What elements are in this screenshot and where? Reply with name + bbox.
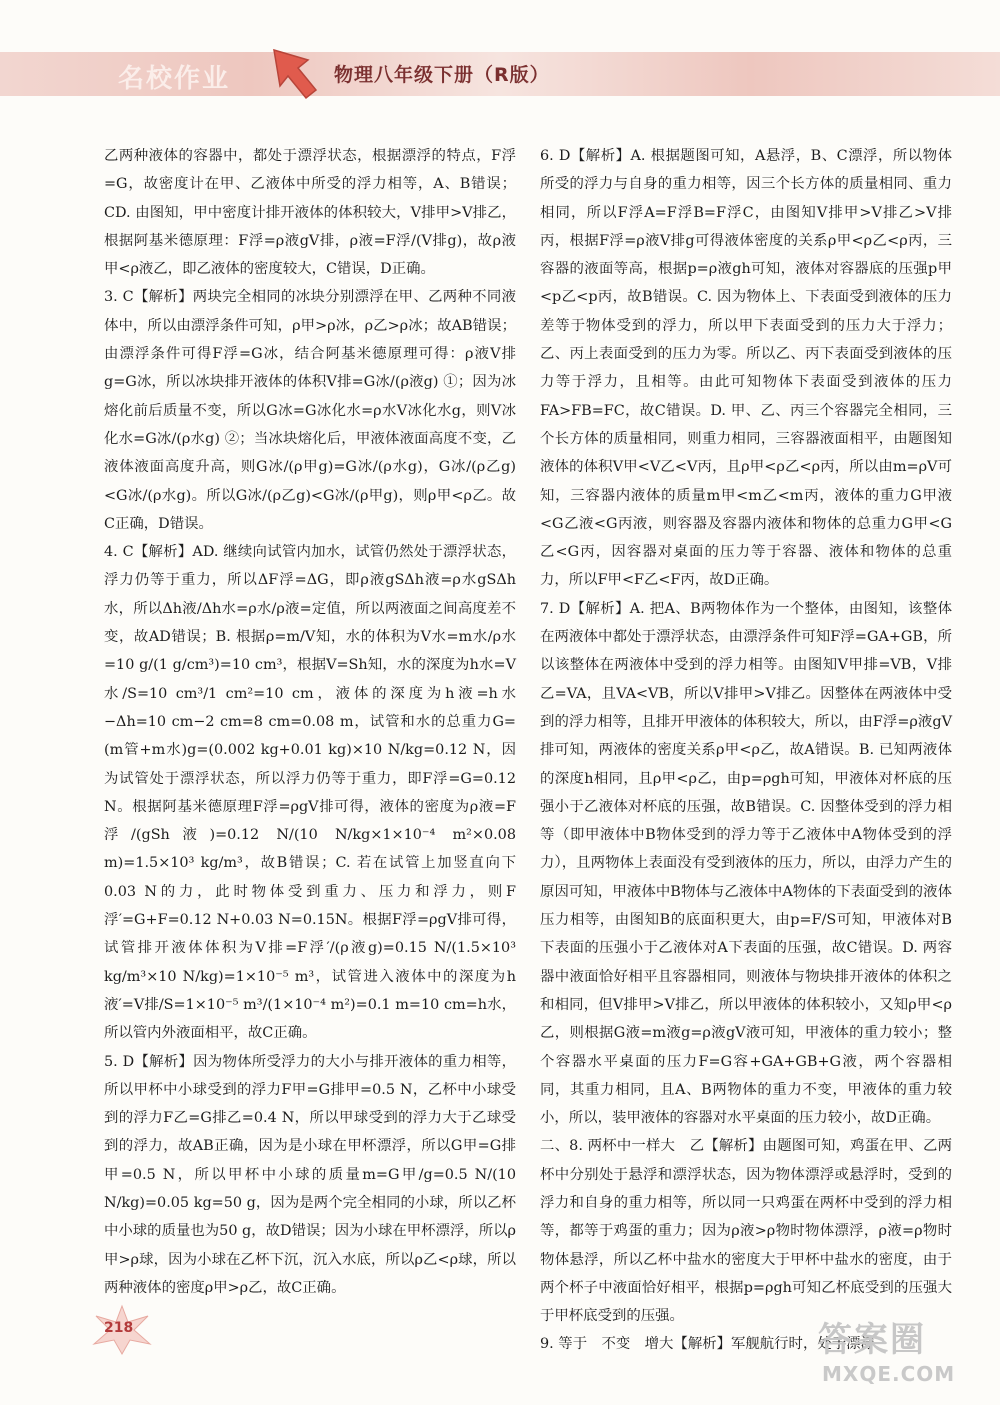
book-title: 物理八年级下册（R版） bbox=[334, 64, 550, 86]
watermark-url: MXQE.COM bbox=[822, 1362, 956, 1386]
right-paragraph: 二、8. 两杯中一样大 乙【解析】由题图可知，鸡蛋在甲、乙两杯中分别处于悬浮和漂浮状态，因为物体漂浮或悬浮时，受到的浮力和自身的重力相等，所以同一只鸡蛋在两杯中受到的浮力相等，都等于鸡蛋的重力；因为ρ液>ρ物时物体漂浮，ρ液=ρ物时物体悬浮，所以乙杯中盐水的密度大于甲杯中盐水的密度，由于两个杯子中液面恰好相平，根据p=ρgh可知乙杯底受到的压强大于甲杯底受到的压强。 bbox=[540, 1138, 952, 1325]
left-paragraph: 乙两种液体的容器中，都处于漂浮状态，根据漂浮的特点，F浮=G，故密度计在甲、乙液体中所受的浮力相等，A、B错误；CD. 由图知，甲中密度计排开液体的体积较大，V排甲>V排乙，根据阿基米德原理：F浮=ρ液gV排，ρ液=F浮/(V排g)，故ρ液甲<ρ液乙，即乙液体的密度较大，C错误，D正确。 bbox=[104, 148, 516, 278]
left-paragraph: 5. D【解析】因为物体所受浮力的大小与排开液体的重力相等，所以甲杯中小球受到的浮力F甲=G排甲=0.5 N，乙杯中小球受到的浮力F乙=G排乙=0.4 N，所以甲球受到的浮力大于乙球受到的浮力，故AB正确，因为是小球在甲杯漂浮，所以G甲=G排甲=0.5 N，所以甲杯中小球的质量m=G甲/g=0.5 N/(10 N/kg)=0.05 kg=50 g，因为是两个完全相同的小球，所以乙杯中小球的质量也为50 g，故D错误；因为小球在甲杯漂浮，所以ρ甲>ρ球，因为小球在乙杯下沉，沉入水底，所以ρ乙<ρ球，所以两种液体的密度ρ甲>ρ乙，故C正确。 bbox=[104, 1053, 516, 1296]
series-name: 名校作业 bbox=[118, 64, 231, 94]
watermark-logo: 答案圈 bbox=[818, 1320, 926, 1360]
left-paragraph: 4. C【解析】AD. 继续向试管内加水，试管仍然处于漂浮状态，浮力仍等于重力，所以ΔF浮=ΔG，即ρ液gSΔh液=ρ水gSΔh水，所以Δh液/Δh水=ρ水/ρ液=定值，所以两液面之间高度差不变，故AD错误；B. 根据ρ=m/V知，水的体积为V水=m水/ρ水=10 g/(1 g/cm³)=10 cm³，根据V=Sh知，水的深度为h水=V水/S=10 cm³/1 cm²=10 cm，液体的深度为h液=h水−Δh=10 cm−2 cm=8 cm=0.08 m，试管和水的总重力G=(m管+m水)g=(0.002 kg+0.01 kg)×10 N/kg=0.12 N，因为试管处于漂浮状态，所以浮力仍等于重力，即F浮=G=0.12 N。根据阿基米德原理F浮=ρgV排可得，液体的密度为ρ液=F浮/(gSh液)=0.12 N/(10 N/kg×1×10⁻⁴ m²×0.08 m)=1.5×10³ kg/m³，故B错误；C. 若在试管上加竖直向下0.03 N的力，此时物体受到重力、压力和浮力，则F浮′=G+F=0.12 N+0.03 N=0.15N。根据F浮=ρgV排可得，试管排开液体体积为V排=F浮′/(ρ液g)=0.15 N/(1.5×10³ kg/m³×10 N/kg)=1×10⁻⁵ m³，试管进入液体中的深度为h液′=V排/S=1×10⁻⁵ m³/(1×10⁻⁴ m²)=0.1 m=10 cm=h水，所以管内外液面相平，故C正确。 bbox=[104, 544, 516, 1042]
left-paragraph: 3. C【解析】两块完全相同的冰块分别漂浮在甲、乙两种不同液体中，所以由漂浮条件可知，ρ甲>ρ冰，ρ乙>ρ冰；故AB错误；由漂浮条件可得F浮=G冰，结合阿基米德原理可得：ρ液V排g=G冰，所以冰块排开液体的体积V排=G冰/(ρ液g) ①；因为冰熔化前后质量不变，所以G冰=G冰化水=ρ水V冰化水g，则V冰化水=G冰/(ρ水g) ②；当冰块熔化后，甲液体液面高度不变，乙液体液面高度升高，则G冰/(ρ甲g)=G冰/(ρ水g)，G冰/(ρ乙g)<G冰/(ρ水g)。所以G冰/(ρ乙g)<G冰/(ρ甲g)，则ρ甲<ρ乙。故C正确，D错误。 bbox=[104, 289, 516, 532]
right-paragraph: 9. 等于 不变 增大【解析】军舰航行时，处于漂浮 bbox=[540, 1336, 875, 1353]
page-number: 218 bbox=[104, 1320, 134, 1336]
right-column bbox=[540, 142, 952, 1359]
left-column bbox=[104, 142, 516, 1302]
right-paragraph: 6. D【解析】A. 根据题图可知，A悬浮，B、C漂浮，所以物体所受的浮力与自身的重力相等，因三个长方体的质量相同、重力相同，所以F浮A=F浮B=F浮C，由图知V排甲>V排乙>V排丙，根据F浮=ρ液V排g可得液体密度的关系ρ甲<ρ乙<ρ丙，三容器的液面等高，根据p=ρ液gh可知，液体对容器底的压强p甲<p乙<p丙，故B错误。C. 因为物体上、下表面受到液体的压力差等于物体受到的浮力，所以甲下表面受到的压力大于浮力；乙、丙上表面受到的压力为零。所以乙、丙下表面受到液体的压力等于浮力，且相等。由此可知物体下表面受到液体的压力FA>FB=FC，故C错误。D. 甲、乙、丙三个容器完全相同，三个长方体的质量相同，则重力相同，三容器液面相平，由题图知液体的体积V甲<V乙<V丙，且ρ甲<ρ乙<ρ丙，所以由m=ρV可知，三容器内液体的质量m甲<m乙<m丙，液体的重力G甲液<G乙液<G丙液，则容器及容器内液体和物体的总重力G甲<G乙<G丙，因容器对桌面的压力等于容器、液体和物体的总重力，所以F甲<F乙<F丙，故D正确。 bbox=[540, 148, 952, 589]
right-paragraph: 7. D【解析】A. 把A、B两物体作为一个整体，由图知，该整体在两液体中都处于漂浮状态，由漂浮条件可知F浮=GA+GB，所以该整体在两液体中受到的浮力相等。由图知V甲排=VB，V排乙=VA，且VA<VB，所以V排甲>V排乙。因整体在两液体中受到的浮力相等，且排开甲液体的体积较大，所以，由F浮=ρ液gV排可知，两液体的密度关系ρ甲<ρ乙，故A错误。B. 已知两液体的深度h相同，且ρ甲<ρ乙，由p=ρgh可知，甲液体对杯底的压强小于乙液体对杯底的压强，故B错误。C. 因整体受到的浮力相等（即甲液体中B物体受到的浮力等于乙液体中A物体受到的浮力），且两物体上表面没有受到液体的压力，所以，由浮力产生的原因可知，甲液体中B物体与乙液体中A物体的下表面受到的液体压力相等，由图知B的底面积更大，由p=F/S可知，甲液体对B下表面的压强小于乙液体对A下表面的压强，故C错误。D. 两容器中液面恰好相平且容器相同，则液体与物块排开液体的体积之和相同，但V排甲>V排乙，所以甲液体的体积较小，又知ρ甲<ρ乙，则根据G液=m液g=ρ液gV液可知，甲液体的重力较小；整个容器水平桌面的压力F=G容+GA+GB+G液，两个容器相同，其重力相同，且A、B两物体的重力不变，甲液体的重力较小，所以，装甲液体的容器对水平桌面的压力较小，故D正确。 bbox=[540, 600, 952, 1127]
arrow-icon bbox=[268, 46, 320, 100]
